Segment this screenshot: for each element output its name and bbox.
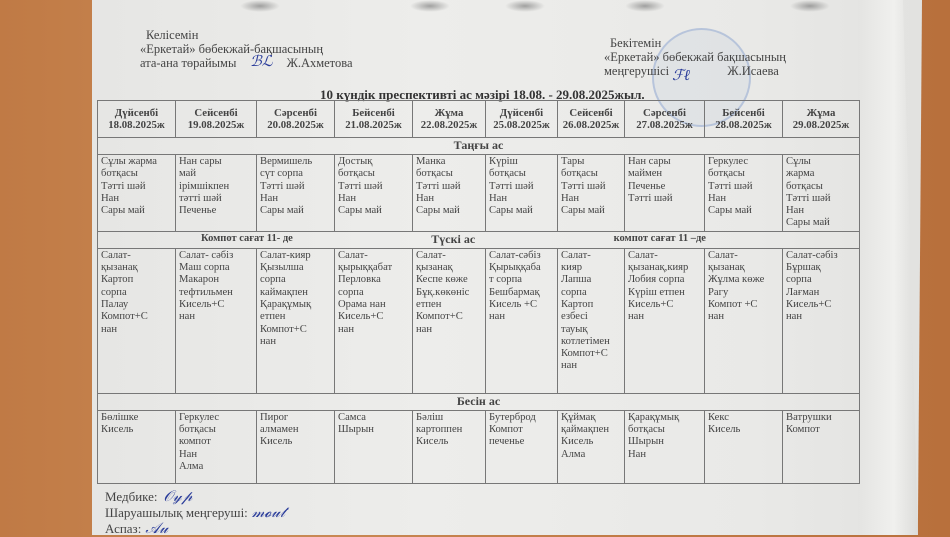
menu-item: Печенье <box>179 205 217 217</box>
manager-label: Шаруашылық меңгеруші: <box>105 505 248 520</box>
breakfast-cell <box>335 155 413 232</box>
bleed-through-mark <box>240 0 280 12</box>
menu-item: Салат- <box>708 249 738 261</box>
menu-item: Достық <box>338 156 373 167</box>
day-header <box>486 101 558 138</box>
snack-cell <box>558 410 625 483</box>
menu-item: Салат- сәбіз <box>179 249 234 261</box>
menu-title: 10 күндік преспективті ас мәзірі 18.08. - 29.08.2025жыл. <box>320 87 645 102</box>
menu-item: Салат- <box>338 249 368 261</box>
menu-item: Қарақұмық <box>260 298 312 310</box>
menu-item: сүт сорпа <box>260 168 303 180</box>
menu-item: кияр <box>561 262 582 274</box>
menu-item: Қызылша <box>260 262 304 274</box>
approval-block-right <box>604 36 786 78</box>
menu-item: Тәтті шәй <box>628 192 673 204</box>
menu-item: Нан сары <box>628 156 671 167</box>
menu-item: Салат-сәбіз <box>489 249 541 261</box>
approved-label: Бекітемін <box>610 36 662 50</box>
day-date: 29.08.2025ж <box>792 119 850 131</box>
menu-item: нан <box>260 335 277 347</box>
day-header-row <box>98 101 860 138</box>
section-snack <box>98 393 860 410</box>
day-name: Сәрсенбі <box>643 107 686 119</box>
menu-item: ботқасы <box>338 168 375 180</box>
day-header <box>783 101 860 138</box>
menu-item: Тәтті шәй <box>786 192 831 204</box>
menu-item: ботқасы <box>416 168 453 180</box>
breakfast-cell <box>176 155 257 232</box>
menu-item: Кисель <box>416 436 449 448</box>
menu-item: Перловка <box>338 274 381 286</box>
menu-item: Нан <box>260 192 279 204</box>
menu-item: Кисель <box>708 424 741 436</box>
menu-item: Нан <box>628 448 647 460</box>
section-breakfast <box>98 138 860 155</box>
signature-scribble: 𝓂𝓸𝓊𝓉 <box>251 505 286 521</box>
menu-item: Лағман <box>786 286 820 298</box>
day-name: Дүйсенбі <box>114 107 159 119</box>
menu-item: Манка <box>416 156 446 167</box>
menu-item: Нан <box>416 192 435 204</box>
menu-item: Нан сары <box>179 156 222 167</box>
section-title: Түскі ас <box>431 231 476 246</box>
signer-title: меңгерушісі <box>604 64 670 78</box>
lunch-cell <box>486 248 558 393</box>
day-header <box>257 101 335 138</box>
breakfast-row <box>98 155 860 232</box>
menu-item: нан <box>786 311 803 323</box>
nurse-signature-line <box>105 489 285 505</box>
menu-item: алмамен <box>260 424 299 436</box>
menu-item: Тәтті шәй <box>260 180 305 192</box>
nurse-label: Медбике: <box>105 489 158 504</box>
section-title: Таңғы ас <box>98 138 860 155</box>
agreed-label: Келісемін <box>146 28 199 42</box>
menu-item: Самса <box>338 411 367 423</box>
menu-item: сорпа <box>786 274 812 286</box>
signature-scribble: 𝒪𝓎𝓅 <box>163 489 193 505</box>
menu-item: Тәтті шәй <box>338 180 383 192</box>
menu-item: Сары май <box>489 205 533 217</box>
menu-item: Кекс <box>708 411 729 423</box>
day-header <box>98 101 176 138</box>
day-name: Сейсенбі <box>569 107 613 119</box>
menu-item: ботқасы <box>786 180 823 192</box>
bleed-through-mark <box>790 0 830 12</box>
menu-item: Компот <box>786 424 820 436</box>
day-date: 28.08.2025ж <box>715 119 772 131</box>
manager-signature-line <box>105 505 285 521</box>
menu-item: нан <box>101 323 118 335</box>
menu-item: Нан <box>338 192 357 204</box>
day-date: 26.08.2025ж <box>562 119 620 131</box>
menu-item: қызанақ <box>101 262 138 274</box>
snack-cell <box>783 410 860 483</box>
menu-item: Сары май <box>101 205 145 217</box>
menu-item: Тәтті шәй <box>708 180 753 192</box>
menu-item: Жұлма көже <box>708 274 765 286</box>
menu-item: ботқасы <box>628 424 665 436</box>
menu-item: Лобия сорпа <box>628 274 685 286</box>
menu-item: Кисель +С <box>489 298 538 310</box>
day-header <box>558 101 625 138</box>
menu-item: Орама нан <box>338 298 386 310</box>
breakfast-cell <box>486 155 558 232</box>
menu-item: Салат- <box>628 249 658 261</box>
breakfast-cell <box>257 155 335 232</box>
menu-item: Бұршақ <box>786 262 821 274</box>
org-name: «Еркетай» бөбекжай бақшасының <box>604 50 786 64</box>
menu-item: Кисель <box>101 424 134 436</box>
day-date: 25.08.2025ж <box>493 119 550 131</box>
menu-item: Сары май <box>338 205 382 217</box>
section-lunch-inner <box>101 233 856 245</box>
menu-item: нан <box>708 311 725 323</box>
section-lunch <box>98 231 860 248</box>
lunch-cell <box>413 248 486 393</box>
org-name: «Еркетай» бөбекжай-бақшасының <box>140 42 324 56</box>
signature-scribble: ℬℒ <box>250 54 273 70</box>
menu-item: ботқасы <box>561 168 598 180</box>
breakfast-cell <box>705 155 783 232</box>
compote-note-right: компот сағат 11 –де <box>613 232 706 244</box>
cook-label: Аспаз: <box>105 521 142 536</box>
menu-item: қызанақ,кияр <box>628 262 689 274</box>
menu-item: тауық <box>561 323 588 335</box>
menu-item: Пирог <box>260 411 289 423</box>
menu-item: картоппен <box>416 424 463 436</box>
day-date: 18.08.2025ж <box>108 119 165 131</box>
breakfast-cell <box>625 155 705 232</box>
compote-note-left: Компот сағат 11- де <box>201 232 293 244</box>
menu-item: Кисель+С <box>179 298 225 310</box>
section-title: Бесін ас <box>98 393 860 410</box>
menu-item: Салат- <box>101 249 131 261</box>
menu-item: ірімшікпен <box>179 180 230 192</box>
menu-item: Шырын <box>628 436 664 448</box>
menu-item: Компот+С <box>101 311 148 323</box>
menu-item: нан <box>628 311 645 323</box>
lunch-cell <box>335 248 413 393</box>
menu-item: Салат-сәбіз <box>786 249 838 261</box>
menu-item: Тәтті шәй <box>561 180 606 192</box>
menu-item: Компот+С <box>260 323 307 335</box>
lunch-row <box>98 248 860 393</box>
menu-item: Кисель <box>260 436 293 448</box>
menu-item: Вермишель <box>260 156 313 167</box>
snack-cell <box>625 410 705 483</box>
menu-item: Сары май <box>561 205 605 217</box>
menu-item: Сұлы <box>786 156 811 167</box>
menu-item: нан <box>416 323 433 335</box>
menu-table <box>97 100 860 484</box>
menu-item: езбесі <box>561 311 588 323</box>
menu-item: май <box>179 168 197 180</box>
lunch-cell <box>98 248 176 393</box>
menu-item: етпен <box>416 298 442 310</box>
menu-item: қызанақ <box>708 262 745 274</box>
menu-item: Компот <box>489 424 523 436</box>
lunch-cell <box>625 248 705 393</box>
menu-item: нан <box>561 360 578 372</box>
menu-item: Маш сорпа <box>179 262 230 274</box>
menu-item: т сорпа <box>489 274 522 286</box>
menu-item: Геркулес <box>179 411 220 423</box>
menu-item: қаймақпен <box>561 424 610 436</box>
menu-item: Нан <box>708 192 727 204</box>
menu-item: Кисель+С <box>786 298 832 310</box>
menu-item: Ватрушки <box>786 411 832 423</box>
day-header <box>413 101 486 138</box>
menu-item: Сұлы жарма <box>101 156 157 167</box>
day-header <box>335 101 413 138</box>
menu-item: Салат- <box>416 249 446 261</box>
breakfast-cell <box>98 155 176 232</box>
menu-item: Нан <box>101 192 120 204</box>
lunch-cell <box>558 248 625 393</box>
menu-item: Салат- <box>561 249 591 261</box>
menu-item: Бөлішке <box>101 411 139 423</box>
snack-cell <box>257 410 335 483</box>
menu-item: Салат-кияр <box>260 249 311 261</box>
signer-line <box>140 56 353 70</box>
menu-item: ботқасы <box>489 168 526 180</box>
menu-item: Тәтті шәй <box>416 180 461 192</box>
signature-scribble: ℱℓ <box>672 68 691 84</box>
menu-item: Компот+С <box>561 348 608 360</box>
menu-item: Нан <box>561 192 580 204</box>
menu-item: печенье <box>489 436 525 448</box>
day-header <box>176 101 257 138</box>
signer-name: Ж.Исаева <box>727 64 779 78</box>
menu-item: ботқасы <box>101 168 138 180</box>
approval-block-left <box>140 28 353 70</box>
day-name: Сәрсенбі <box>274 107 317 119</box>
menu-item: Сары май <box>786 217 830 229</box>
menu-item: Макарон <box>179 274 220 286</box>
menu-item: Бәліш <box>416 411 444 423</box>
menu-item: қызанақ <box>416 262 453 274</box>
menu-item: Печенье <box>628 180 666 192</box>
menu-item: тәтті шәй <box>179 192 222 204</box>
day-date: 20.08.2025ж <box>267 119 324 131</box>
menu-item: сорпа <box>338 286 364 298</box>
menu-item: Компот +С <box>708 298 758 310</box>
menu-item: Кисель <box>561 436 594 448</box>
day-date: 19.08.2025ж <box>187 119 245 131</box>
bleed-through-mark <box>505 0 545 12</box>
signature-scribble: 𝒜𝓊 <box>145 521 168 537</box>
menu-item: Тары <box>561 156 585 167</box>
menu-item: Картоп <box>561 298 594 310</box>
menu-item: Қырыққаба <box>489 262 541 274</box>
menu-item: Бутерброд <box>489 411 536 423</box>
menu-item: Нан <box>786 205 805 217</box>
menu-item: Кисель+С <box>628 298 674 310</box>
menu-item: Кеспе көже <box>416 274 468 286</box>
menu-item: Нан <box>489 192 508 204</box>
snack-cell <box>413 410 486 483</box>
breakfast-cell <box>413 155 486 232</box>
menu-item: Рагу <box>708 286 729 298</box>
menu-item: Шырын <box>338 424 374 436</box>
day-header <box>625 101 705 138</box>
menu-item: нан <box>338 323 355 335</box>
bleed-through-mark <box>410 0 450 12</box>
menu-item: Қарақұмық <box>628 411 680 423</box>
lunch-cell <box>705 248 783 393</box>
snack-cell <box>335 410 413 483</box>
menu-item: ботқасы <box>179 424 216 436</box>
signer-name: Ж.Ахметова <box>286 56 353 70</box>
menu-item: Алма <box>179 460 204 472</box>
menu-item: Бешбармақ <box>489 286 540 298</box>
menu-item: Күріш етпен <box>628 286 685 298</box>
menu-item: жарма <box>786 168 815 180</box>
signer-title: ата-ана төрайымы <box>140 56 237 70</box>
menu-item: Кисель+С <box>338 311 384 323</box>
snack-cell <box>486 410 558 483</box>
menu-item: маймен <box>628 168 663 180</box>
menu-item: Күріш <box>489 156 518 167</box>
menu-item: каймақпен <box>260 286 308 298</box>
snack-row <box>98 410 860 483</box>
day-name: Бейсенбі <box>722 107 765 119</box>
menu-item: сорпа <box>101 286 127 298</box>
snack-cell <box>98 410 176 483</box>
section-lunch-cell <box>98 231 860 248</box>
day-date: 27.08.2025ж <box>636 119 693 131</box>
menu-item: ботқасы <box>708 168 745 180</box>
lunch-cell <box>257 248 335 393</box>
day-header <box>705 101 783 138</box>
menu-item: Лапша <box>561 274 592 286</box>
menu-item: Сары май <box>416 205 460 217</box>
day-date: 21.08.2025ж <box>345 119 402 131</box>
signatures-footer <box>105 489 285 537</box>
menu-item: сорпа <box>561 286 587 298</box>
day-name: Жұма <box>434 107 464 119</box>
menu-item: Алма <box>561 448 586 460</box>
menu-item: Геркулес <box>708 156 749 167</box>
menu-item: қырыққабат <box>338 262 393 274</box>
day-name: Бейсенбі <box>352 107 395 119</box>
menu-item: Тәтті шәй <box>101 180 146 192</box>
breakfast-cell <box>783 155 860 232</box>
day-date: 22.08.2025ж <box>420 119 478 131</box>
day-name: Жұма <box>806 107 836 119</box>
snack-cell <box>705 410 783 483</box>
lunch-cell <box>176 248 257 393</box>
menu-item: тефтильмен <box>179 286 233 298</box>
menu-item: Құймақ <box>561 411 596 423</box>
menu-item: Сары май <box>260 205 304 217</box>
day-name: Сейсенбі <box>194 107 238 119</box>
menu-item: Тәтті шәй <box>489 180 534 192</box>
menu-item: сорпа <box>260 274 286 286</box>
menu-item: нан <box>489 311 506 323</box>
bleed-through-mark <box>625 0 665 12</box>
snack-cell <box>176 410 257 483</box>
signer-line <box>604 64 786 78</box>
menu-item: компот <box>179 436 211 448</box>
menu-item: Компот+С <box>416 311 463 323</box>
menu-item: Бұқ.көкөніс <box>416 286 470 298</box>
menu-item: Картоп <box>101 274 134 286</box>
breakfast-cell <box>558 155 625 232</box>
menu-item: етпен <box>260 311 286 323</box>
menu-item: котлетімен <box>561 335 610 347</box>
menu-item: Нан <box>179 448 198 460</box>
day-name: Дүйсенбі <box>499 107 544 119</box>
menu-item: нан <box>179 311 196 323</box>
menu-item: Палау <box>101 298 129 310</box>
lunch-cell <box>783 248 860 393</box>
menu-item: Сары май <box>708 205 752 217</box>
